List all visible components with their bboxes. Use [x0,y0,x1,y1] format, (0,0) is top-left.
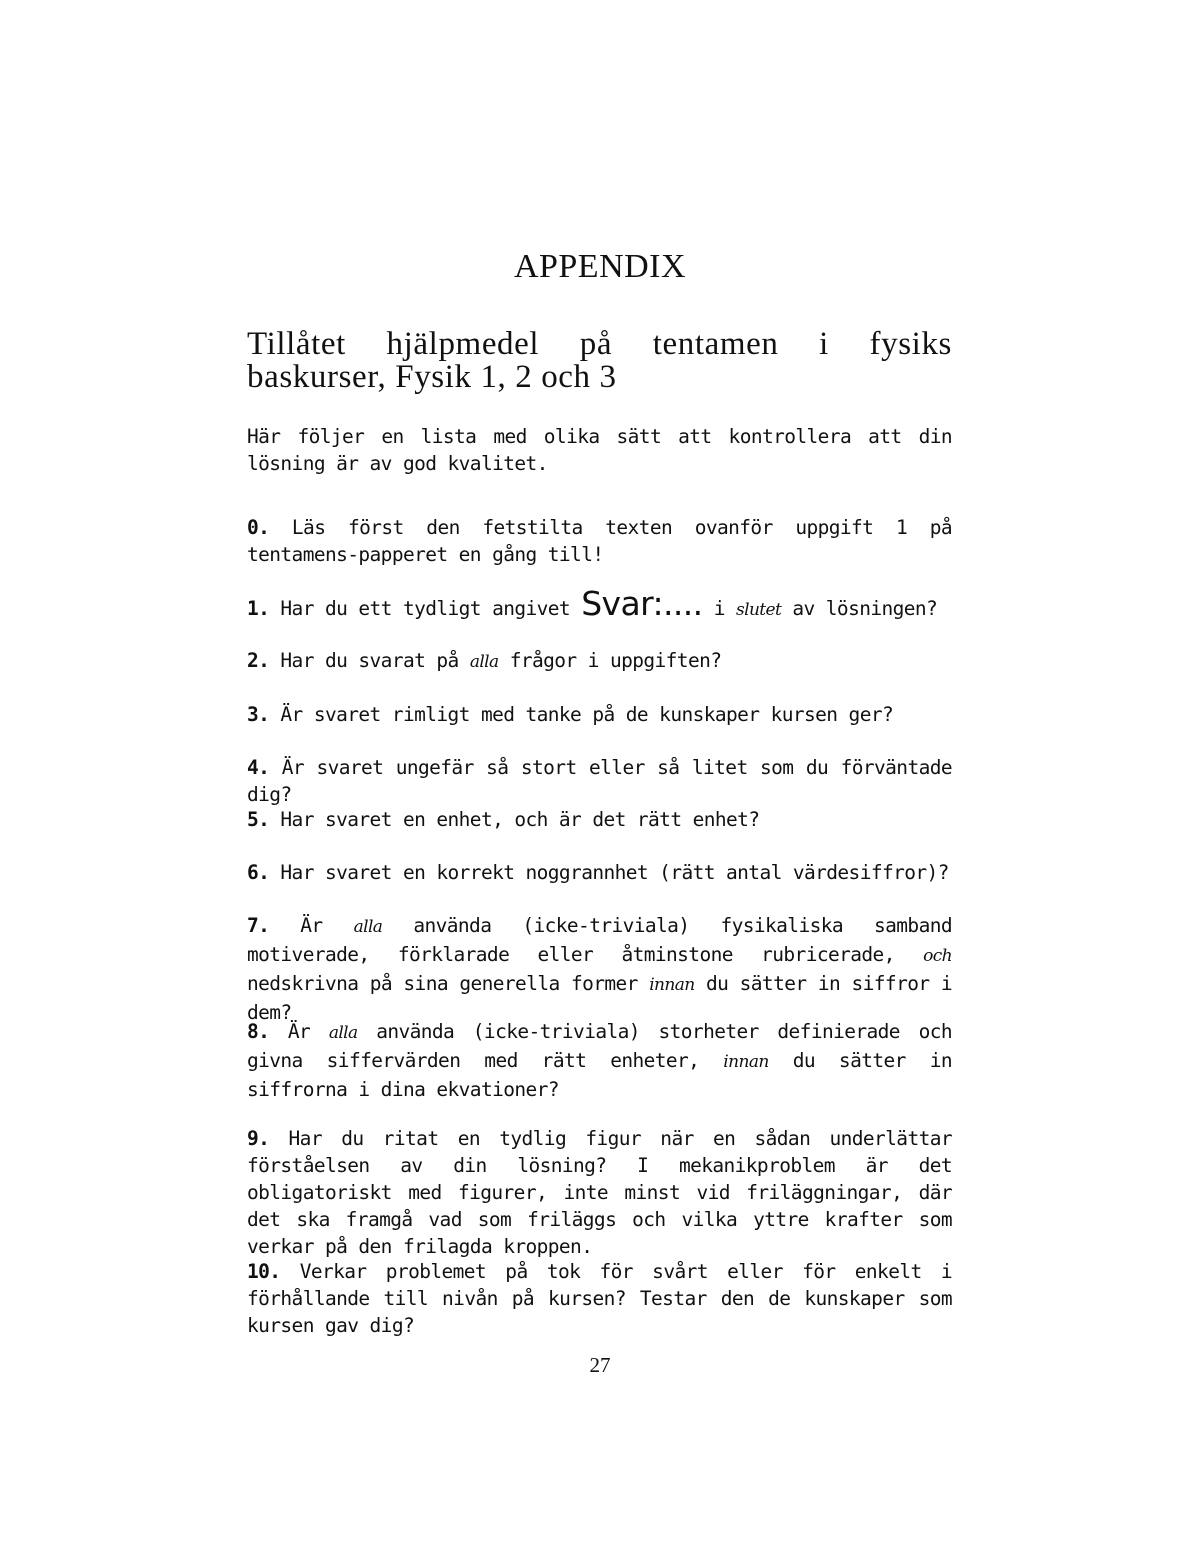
emphasis-text: alla [469,652,499,672]
checklist-item-4 [247,754,952,808]
checklist-item-1 [247,584,952,624]
item-number: 8. [247,1020,270,1043]
item-number: 2. [247,649,270,672]
item-text: använda (icke-triviala) storheter definierade och givna siffervärden med rätt enheter, [247,1020,952,1072]
item-text: Har du ett tydligt angivet [280,597,571,620]
item-number: 7. [247,914,270,937]
item-text: Har du ritat en tydlig figur när en sådan underlättar förståelsen av din lösning? I mekanikproblem är det obligatoriskt med figurer, inte minst vid friläggningar, där det ska framgå vad som friläggs och vilka yttre krafter som verkar på den frilagda kroppen. [247,1127,953,1258]
checklist-item-0 [247,514,952,568]
section-title [247,328,952,394]
item-text: använda (icke-triviala) fysikaliska samband motiverade, förklarade eller åtminstone rubricerade, [247,914,952,966]
item-number: 5. [247,808,270,831]
item-number: 10. [247,1260,281,1283]
item-number: 9. [247,1127,270,1150]
item-text: Har du svarat på [280,649,459,672]
checklist-item-6 [247,859,952,886]
checklist-item-10 [247,1258,952,1339]
checklist-item-2 [247,647,952,676]
item-number: 1. [247,597,270,620]
item-text: Är [287,1020,311,1043]
emphasis-text: innan [723,1052,769,1072]
item-text: Har svaret en korrekt noggrannhet (rätt antal värdesiffror)? [280,861,949,884]
section-title-line-2: baskurser, Fysik 1, 2 och 3 [247,359,617,395]
item-text: du sätter in siffror i dem? [247,972,952,1024]
emphasis-text: alla [328,1023,358,1043]
emphasis-text: och [923,946,953,966]
item-text: Har svaret en enhet, och är det rätt enhet? [280,808,760,831]
appendix-heading: APPENDIX [513,248,687,285]
item-number: 6. [247,861,270,884]
svar-label: Svar:.... [581,584,703,623]
item-text: nedskrivna på sina generella former [247,972,638,995]
checklist-item-3 [247,701,952,728]
item-number: 4. [247,756,270,779]
page-number: 27 [589,1353,611,1377]
checklist-item-8 [247,1018,952,1103]
checklist-item-7 [247,912,952,1026]
item-number: 3. [247,703,270,726]
intro-paragraph: Här följer en lista med olika sätt att kontrollera att din lösning är av god kvalitet. [247,425,952,475]
item-text: i [713,597,725,620]
item-number: 0. [247,516,270,539]
item-text: Verkar problemet på tok för svårt eller för enkelt i förhållande till nivån på kursen? Testar den de kunskaper som kursen gav dig? [247,1260,953,1337]
item-text: du sätter in siffrorna i dina ekvationer? [247,1049,953,1101]
emphasis-text: alla [353,917,383,937]
item-text: Läs först den fetstilta texten ovanför uppgift 1 på tentamens-papperet en gång till! [247,516,953,566]
item-text: frågor i uppgiften? [509,649,722,672]
item-text: Är svaret rimligt med tanke på de kunskaper kursen ger? [280,703,894,726]
checklist-item-5 [247,806,952,833]
emphasis-text: innan [649,975,695,995]
item-text: Är [300,914,323,937]
emphasis-text: slutet [736,600,782,620]
section-title-line-1: Tillåtet hjälpmedel på tentamen i fysiks [247,326,952,362]
item-text: Är svaret ungefär så stort eller så litet som du förväntade dig? [247,756,953,806]
item-text: av lösningen? [792,597,938,620]
checklist-item-9 [247,1125,952,1260]
